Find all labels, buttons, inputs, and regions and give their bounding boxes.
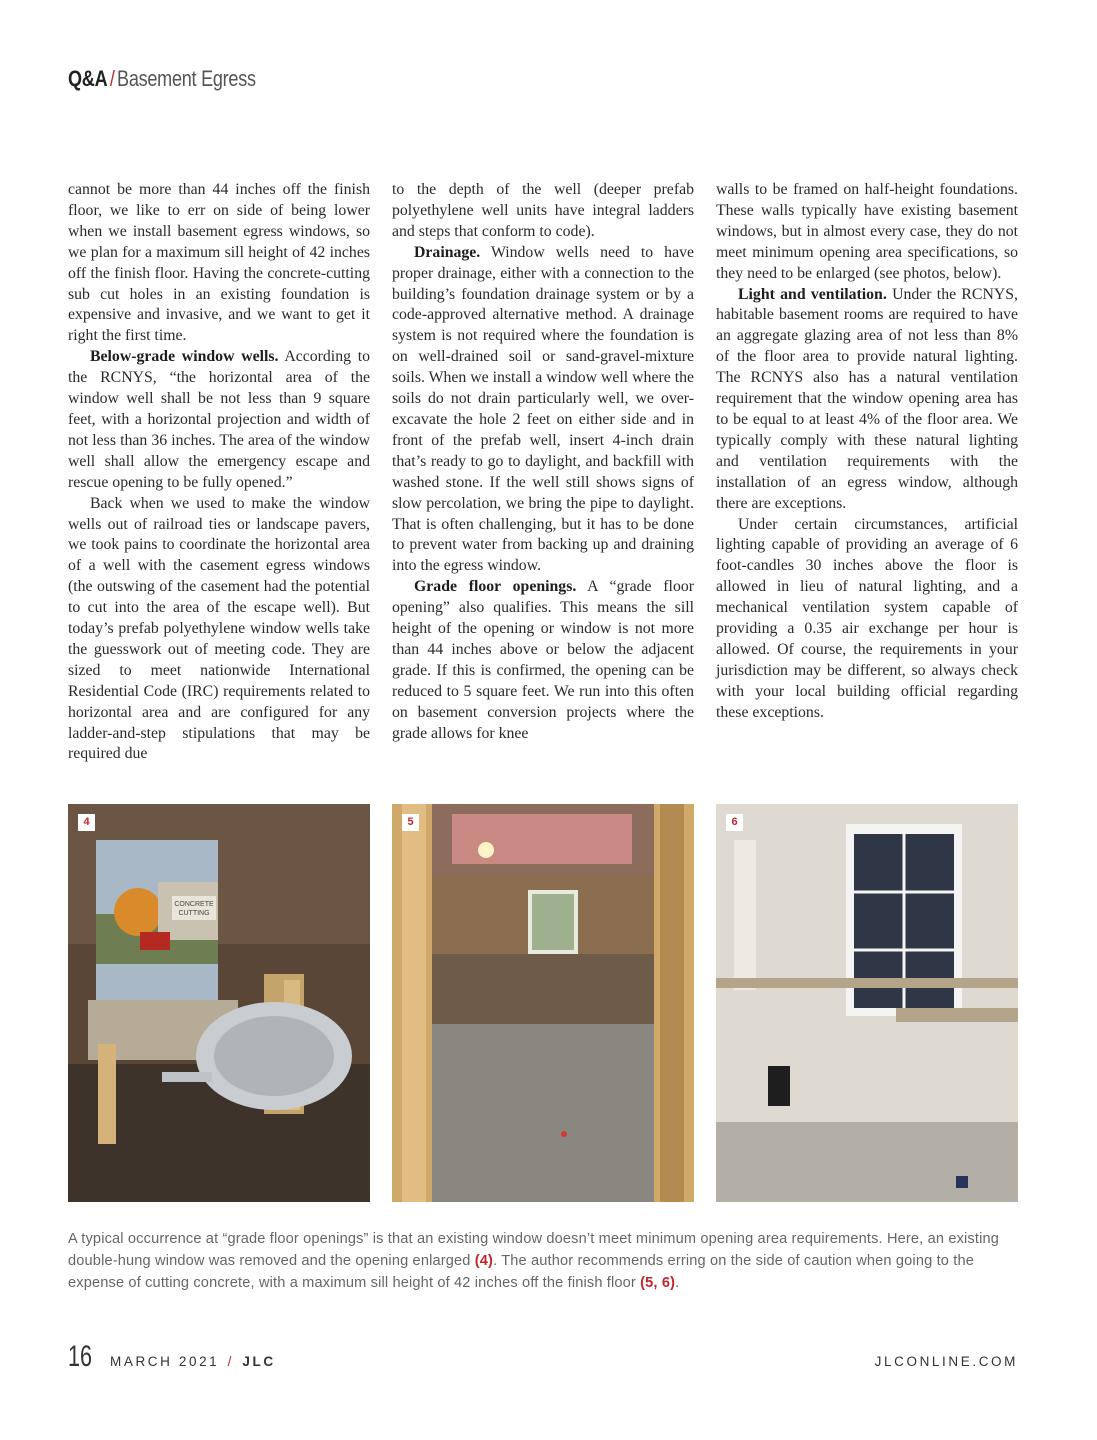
section-header (68, 66, 256, 92)
paragraph: to the depth of the well (deeper prefab polyethylene well units have integral ladders and steps that conform to code). (392, 181, 694, 240)
article-topic: Basement Egress (117, 66, 256, 91)
paragraph: Drainage. Window wells need to have proper drainage, either with a connection to the building’s foundation drainage system or by a code-approved alternative method. A drainage system is not required where the foundation is on well-drained soil or sand-gravel-mixture soils. When we install a window well where the soils do not drain particularly well, we over-excavate the hole 2 feet on either side and in front of the prefab well, insert 4-inch drain that’s ready to go to daylight, and backfill with washed stone. If the well still shows signs of slow percolation, we bring the pipe to daylight. That is often challenging, but it has to be done to prevent water from backing up and draining into the egress window. (392, 243, 694, 575)
photo-5-illustration (392, 804, 694, 1202)
run-in-heading: Light and ventilation. (738, 285, 887, 303)
text-column-3 (716, 180, 1018, 724)
photo-5-framed-basement (392, 804, 694, 1202)
photo-number-badge: 4 (78, 814, 95, 831)
footer-separator: / (227, 1354, 234, 1369)
website-url: JLCONLINE.COM (874, 1354, 1018, 1369)
paragraph: Light and ventilation. Under the RCNYS, habitable basement rooms are required to have an aggregate glazing area of not less than 8% of the floor area to provide natural lighting. The RCNYS also has a natural ventilation requirement that the window opening area has to be equal to at least 4% of the floor area. We typically comply with these natural lighting and ventilation requirements with the installation of an egress window, although there are exceptions. (716, 285, 1018, 512)
run-in-heading: Drainage. (414, 243, 481, 261)
run-in-heading: Below-grade window wells. (90, 348, 279, 366)
paragraph: cannot be more than 44 inches off the finish floor, we like to err on side of being lower when we install basement egress windows, so we plan for a maximum sill height of 42 inches off the finish floor. Having the concrete-cutting sub cut holes in an existing foundation is expensive and invasive, and we want to get it right the first time. (68, 181, 370, 345)
sign-text-line-1: CONCRETE (174, 901, 214, 908)
header-separator: / (109, 66, 115, 91)
photo-number-badge: 5 (402, 814, 419, 831)
paragraph: Under certain circumstances, artificial lighting capable of providing an average of 6 foot-candles 30 inches above the floor is allowed in lieu of natural lighting, and a mechanical ventilation system capable of providing a 0.35 air exchange per hour is allowed. Of course, the requirements in your jurisdiction may be different, so always check with your local building official regarding these exceptions. (716, 515, 1018, 721)
photo-number-badge: 6 (726, 814, 743, 831)
section-label: Q&A (68, 66, 108, 91)
paragraph: Back when we used to make the window wells out of railroad ties or landscape pavers, we took pains to coordinate the horizontal area of a well with the casement egress windows (the outswing of the casement had the potential to cut into the area of the escape well). But today’s prefab polyethylene window wells take the guesswork out of meeting code. They are sized to meet nationwide International Residential Code (IRC) requirements related to horizontal area and are configured for any ladder-and-step stipulations that may be required due (68, 494, 370, 763)
paragraph: Grade floor openings. A “grade floor opening” also qualifies. This means the sill height of the opening or window is not more than 44 inches above or below the adjacent grade. If this is confirmed, the opening can be reduced to 5 square feet. We run into this often on basement conversion projects where the grade allows for knee (392, 578, 695, 742)
figure-reference: (5, 6) (640, 1275, 676, 1291)
photo-6-illustration (716, 804, 1018, 1202)
paragraph: walls to be framed on half-height foundations. These walls typically have existing basement windows, but in almost every case, they do not meet minimum opening area specifications, so they need to be enlarged (see photos, below). (716, 181, 1018, 282)
magazine-name: JLC (242, 1354, 276, 1369)
text-column-1 (68, 180, 370, 765)
figure-reference: (4) (474, 1253, 494, 1269)
run-in-heading: Grade floor openings. (414, 578, 577, 596)
photo-6-finished-wall (716, 804, 1018, 1202)
paragraph: Below-grade window wells. According to the RCNYS, “the horizontal area of the window well shall be not less than 9 square feet, with a horizontal projection and width of not less than 36 inches. The area of the window well shall allow the emergency escape and rescue opening to be fully opened.” (68, 348, 370, 491)
photo-4-illustration (68, 804, 370, 1202)
page-number: 16 (68, 1340, 93, 1373)
issue-line (110, 1354, 276, 1369)
photo-4-enlarged-opening (68, 804, 370, 1202)
photo-caption: A typical occurrence at “grade floor openings” is that an existing window doesn’t meet minimum opening area requirements. Here, an existing double-hung window was removed and the opening enlarged (4). The author recommends erring on the side of caution when going to the expense of cutting concrete, with a maximum sill height of 42 inches off the finish floor (5, 6). (68, 1231, 999, 1291)
sign-text-line-2: CUTTING (178, 910, 210, 917)
text-column-2 (392, 180, 694, 744)
issue-date: MARCH 2021 (110, 1354, 220, 1369)
